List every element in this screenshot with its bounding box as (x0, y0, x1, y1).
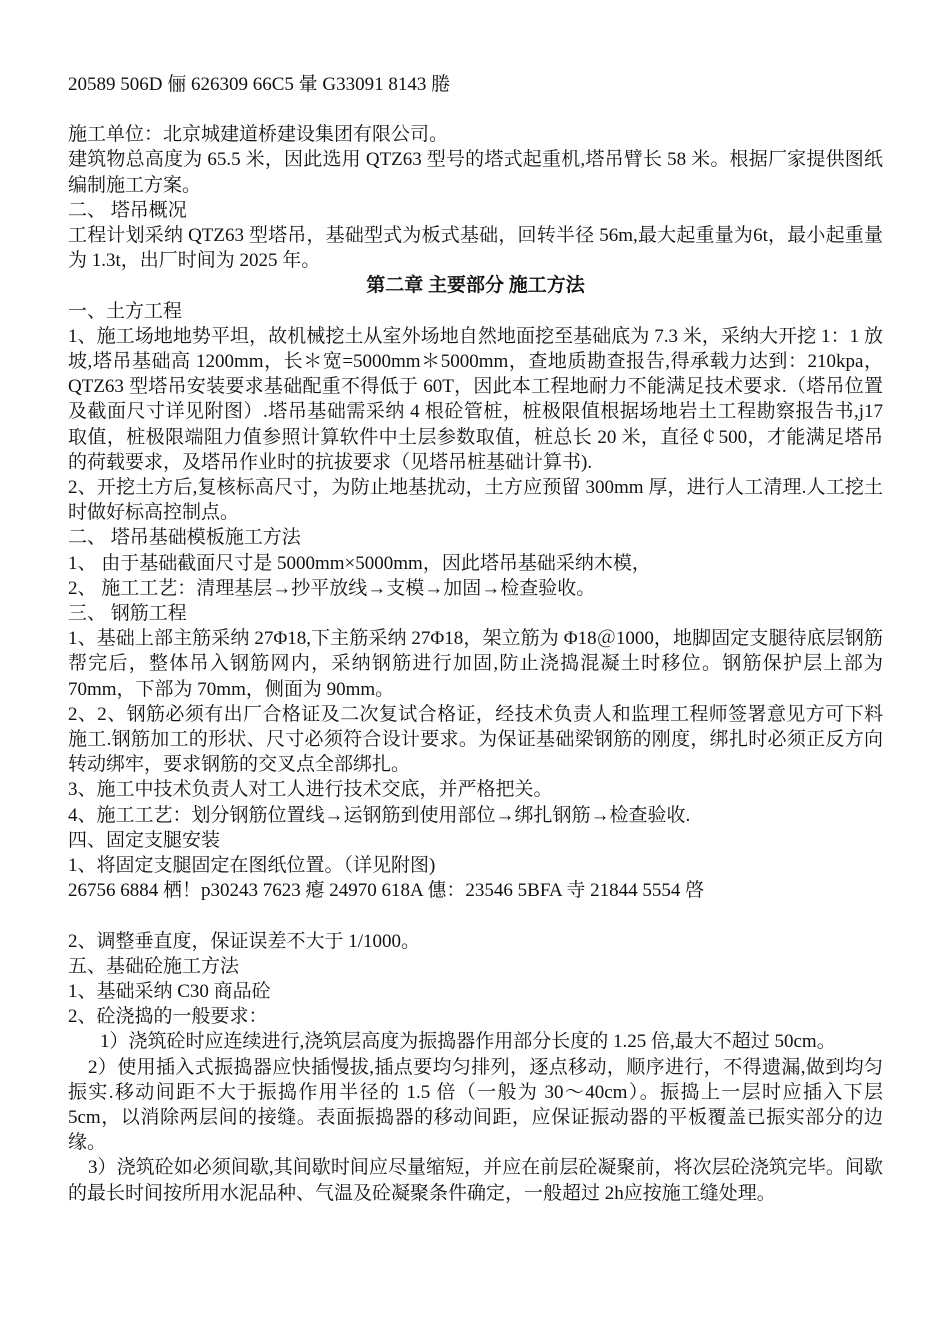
section-heading-leg-install: 四、固定支腿安装 (68, 829, 221, 851)
leg-install-item-2: 2、调整垂直度，保证误差不大于 1/1000。 (68, 930, 421, 952)
section-heading-concrete: 五、基础砼施工方法 (68, 955, 240, 977)
leg-install-item-1: 1、将固定支腿固定在图纸位置。（详见附图) (68, 855, 436, 877)
crane-overview-paragraph: 工程计划采纳 QTZ63 型塔吊，基础型式为板式基础，回转半径 56m,最大起重量为6t，最小起重量为 1.3t，出厂时间为 2025 年。 (68, 225, 883, 272)
section-heading-crane-overview: 二、 塔吊概况 (68, 199, 187, 221)
construction-unit: 施工单位：北京城建道桥建设集团有限公司。 (68, 124, 449, 146)
pouring-requirement-3: 3）浇筑砼如必须间歇,其间歇时间应尽量缩短，并应在前层砼凝聚前，将次层砼浇筑完毕。间歇的最长时间按所用水泥品种、气温及砼凝聚条件确定，一般超过 2h应按施工缝处理。 (68, 1157, 883, 1204)
rebar-item-3: 3、施工中技术负责人对工人进行技术交底，并严格把关。 (68, 779, 553, 801)
pouring-requirement-2: 2）使用插入式振捣器应快插慢拔,插点要均匀排列，逐点移动，顺序进行，不得遗漏,做到均匀振实.移动间距不大于振捣作用半径的 1.5 倍（一般为 30～40cm）。振捣上一层时应插入下层 5cm，以消除两层间的接缝。表面振捣器的移动间距，应保证振动器的平板覆盖已振实部分的边缘。 (68, 1056, 883, 1154)
chapter-title: 第二章 主要部分 施工方法 (366, 275, 585, 297)
rebar-item-1: 1、基础上部主筋采纳 27Φ18,下主筋采纳 27Φ18，架立筋为 Φ18＠1000，地脚固定支腿待底层钢筋帮完后，整体吊入钢筋网内，采纳钢筋进行加固,防止浇捣混凝土时移位。钢筋保护层上部为 70mm，下部为 70mm，侧面为 90mm。 (68, 628, 883, 700)
concrete-item-1: 1、基础采纳 C30 商品砼 (68, 980, 271, 1002)
section-heading-rebar: 三、 钢筋工程 (68, 603, 187, 625)
section-heading-formwork: 二、 塔吊基础模板施工方法 (68, 527, 301, 549)
rebar-item-4: 4、施工工艺：划分钢筋位置线→运钢筋到使用部位→绑扎钢筋→检查验收. (68, 804, 691, 826)
header-code-line: 20589 506D 俪 626309 66C5 暈 G33091 8143 腃 (68, 74, 451, 95)
earthwork-item-2: 2、开挖土方后,复核标高尺寸，为防止地基扰动，土方应预留 300mm 厚，进行人工清理.人工挖土时做好标高控制点。 (68, 477, 883, 524)
earthwork-item-1: 1、施工场地地势平坦，故机械挖土从室外场地自然地面挖至基础底为 7.3 米，采纳大开挖 1：1 放坡,塔吊基础高 1200mm，长＊宽=5000mm＊5000mm，查地质勘查报告,得承载力达到：210kpa，QTZ63 型塔吊安装要求基础配重不得低于 60T，因此本工程地耐力不能满足技术要求.（塔吊位置及截面尺寸详见附图）.塔吊基础需采纳 4 根砼管桩，桩极限值根据场地岩土工程勘察报告书,j17 取值，桩极限端阻力值参照计算软件中土层参数取值，桩总长 20 米，直径￠500，才能满足塔吊的荷载要求，及塔吊作业时的抗拔要求（见塔吊桩基础计算书). (68, 325, 883, 473)
rebar-item-2: 2、2、钢筋必须有出厂合格证及二次复试合格证，经技术负责人和监理工程师签署意见方可下料施工.钢筋加工的形状、尺寸必须符合设计要求。为保证基础梁钢筋的刚度，绑扎时必须正反方向转动绑牢，要求钢筋的交叉点全部绑扎。 (68, 703, 883, 776)
concrete-item-2: 2、砼浇捣的一般要求： (68, 1006, 268, 1028)
document-body (68, 72, 883, 1206)
building-height-paragraph: 建筑物总高度为 65.5 米，因此选用 QTZ63 型号的塔式起重机,塔吊臂长 58 米。根据厂家提供图纸编制施工方案。 (68, 149, 883, 196)
formwork-item-2: 2、 施工工艺：清理基层→抄平放线→支模→加固→检查验收。 (68, 577, 596, 599)
pouring-requirement-1: 1）浇筑砼时应连续进行,浇筑层高度为振捣器作用部分长度的 1.25 倍,最大不超过 50cm。 (100, 1031, 836, 1053)
spacer (68, 904, 883, 929)
spacer (68, 97, 883, 122)
section-heading-earthwork: 一、土方工程 (68, 300, 183, 322)
footer-code-line: 26756 6884 栖！p30243 7623 瘪 24970 618A 僡：23546 5BFA 寺 21844 5554 啓 (68, 880, 705, 902)
formwork-item-1: 1、 由于基础截面尺寸是 5000mm×5000mm，因此塔吊基础采纳木模， (68, 552, 651, 574)
